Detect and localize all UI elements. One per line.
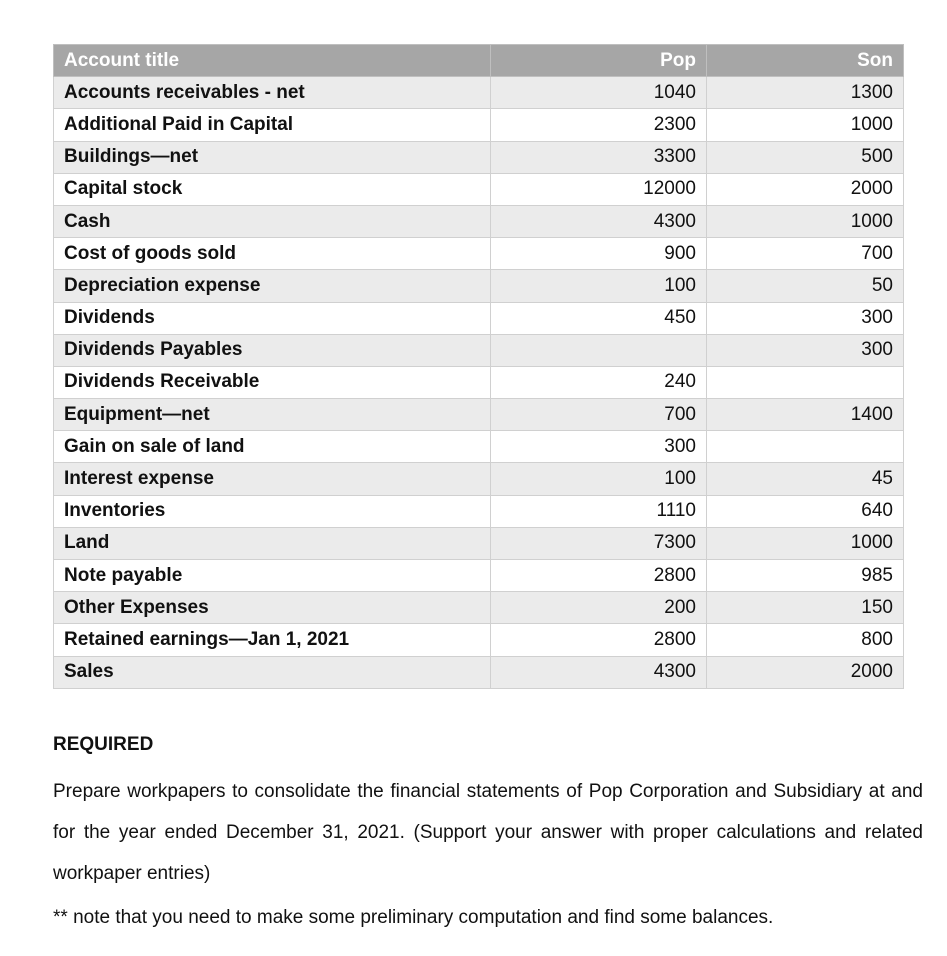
- table-row: [54, 270, 904, 302]
- account-title-cell: Depreciation expense: [54, 270, 491, 302]
- son-value-cell: 150: [707, 592, 904, 624]
- account-title-cell: Dividends Receivable: [54, 366, 491, 398]
- pop-value-cell: 1110: [491, 495, 707, 527]
- pop-value-cell: 200: [491, 592, 707, 624]
- son-value-cell: 640: [707, 495, 904, 527]
- header-son: Son: [707, 45, 904, 77]
- table-row: [54, 302, 904, 334]
- son-value-cell: 700: [707, 238, 904, 270]
- account-title-cell: Sales: [54, 656, 491, 688]
- table-row: [54, 173, 904, 205]
- account-title-cell: Note payable: [54, 560, 491, 592]
- son-value-cell: 1400: [707, 399, 904, 431]
- pop-value-cell: 100: [491, 463, 707, 495]
- son-value-cell: 500: [707, 141, 904, 173]
- pop-value-cell: 2300: [491, 109, 707, 141]
- header-pop: Pop: [491, 45, 707, 77]
- account-title-cell: Accounts receivables - net: [54, 77, 491, 109]
- table-row: [54, 527, 904, 559]
- pop-value-cell: 240: [491, 366, 707, 398]
- pop-value-cell: 12000: [491, 173, 707, 205]
- required-section: [53, 732, 933, 933]
- account-title-cell: Additional Paid in Capital: [54, 109, 491, 141]
- accounts-table-container: [53, 44, 903, 689]
- table-row: [54, 624, 904, 656]
- son-value-cell: 300: [707, 334, 904, 366]
- account-title-cell: Buildings—net: [54, 141, 491, 173]
- pop-value-cell: 2800: [491, 624, 707, 656]
- table-row: [54, 431, 904, 463]
- header-account-title: Account title: [54, 45, 491, 77]
- required-note: ** note that you need to make some preliminary computation and find some balances.: [53, 907, 774, 928]
- account-title-cell: Cash: [54, 205, 491, 237]
- table-row: [54, 109, 904, 141]
- account-title-cell: Dividends: [54, 302, 491, 334]
- accounts-table: [53, 44, 904, 689]
- pop-value-cell: 7300: [491, 527, 707, 559]
- son-value-cell: 800: [707, 624, 904, 656]
- required-text: Prepare workpapers to consolidate the financial statements of Pop Corporation and Subsidiary at and for the year ended December 31, 2021. (Support your answer with proper calculations and related workpaper entries): [53, 781, 923, 884]
- son-value-cell: 45: [707, 463, 904, 495]
- pop-value-cell: 4300: [491, 656, 707, 688]
- table-row: [54, 366, 904, 398]
- table-row: [54, 463, 904, 495]
- pop-value-cell: 450: [491, 302, 707, 334]
- account-title-cell: Capital stock: [54, 173, 491, 205]
- table-row: [54, 399, 904, 431]
- son-value-cell: [707, 431, 904, 463]
- son-value-cell: [707, 366, 904, 398]
- table-row: [54, 495, 904, 527]
- account-title-cell: Equipment—net: [54, 399, 491, 431]
- pop-value-cell: 2800: [491, 560, 707, 592]
- table-header-row: [54, 45, 904, 77]
- son-value-cell: 2000: [707, 173, 904, 205]
- account-title-cell: Interest expense: [54, 463, 491, 495]
- pop-value-cell: 100: [491, 270, 707, 302]
- son-value-cell: 1300: [707, 77, 904, 109]
- account-title-cell: Land: [54, 527, 491, 559]
- son-value-cell: 1000: [707, 205, 904, 237]
- son-value-cell: 1000: [707, 109, 904, 141]
- son-value-cell: 985: [707, 560, 904, 592]
- pop-value-cell: 300: [491, 431, 707, 463]
- table-row: [54, 205, 904, 237]
- table-row: [54, 656, 904, 688]
- account-title-cell: Cost of goods sold: [54, 238, 491, 270]
- pop-value-cell: 3300: [491, 141, 707, 173]
- account-title-cell: Dividends Payables: [54, 334, 491, 366]
- table-row: [54, 238, 904, 270]
- son-value-cell: 300: [707, 302, 904, 334]
- account-title-cell: Retained earnings—Jan 1, 2021: [54, 624, 491, 656]
- son-value-cell: 1000: [707, 527, 904, 559]
- account-title-cell: Inventories: [54, 495, 491, 527]
- table-row: [54, 334, 904, 366]
- table-row: [54, 560, 904, 592]
- pop-value-cell: 900: [491, 238, 707, 270]
- table-row: [54, 77, 904, 109]
- account-title-cell: Other Expenses: [54, 592, 491, 624]
- son-value-cell: 50: [707, 270, 904, 302]
- pop-value-cell: 700: [491, 399, 707, 431]
- table-row: [54, 592, 904, 624]
- pop-value-cell: 1040: [491, 77, 707, 109]
- son-value-cell: 2000: [707, 656, 904, 688]
- table-body: [54, 77, 904, 689]
- required-title: REQUIRED: [53, 734, 154, 755]
- account-title-cell: Gain on sale of land: [54, 431, 491, 463]
- pop-value-cell: 4300: [491, 205, 707, 237]
- pop-value-cell: [491, 334, 707, 366]
- table-row: [54, 141, 904, 173]
